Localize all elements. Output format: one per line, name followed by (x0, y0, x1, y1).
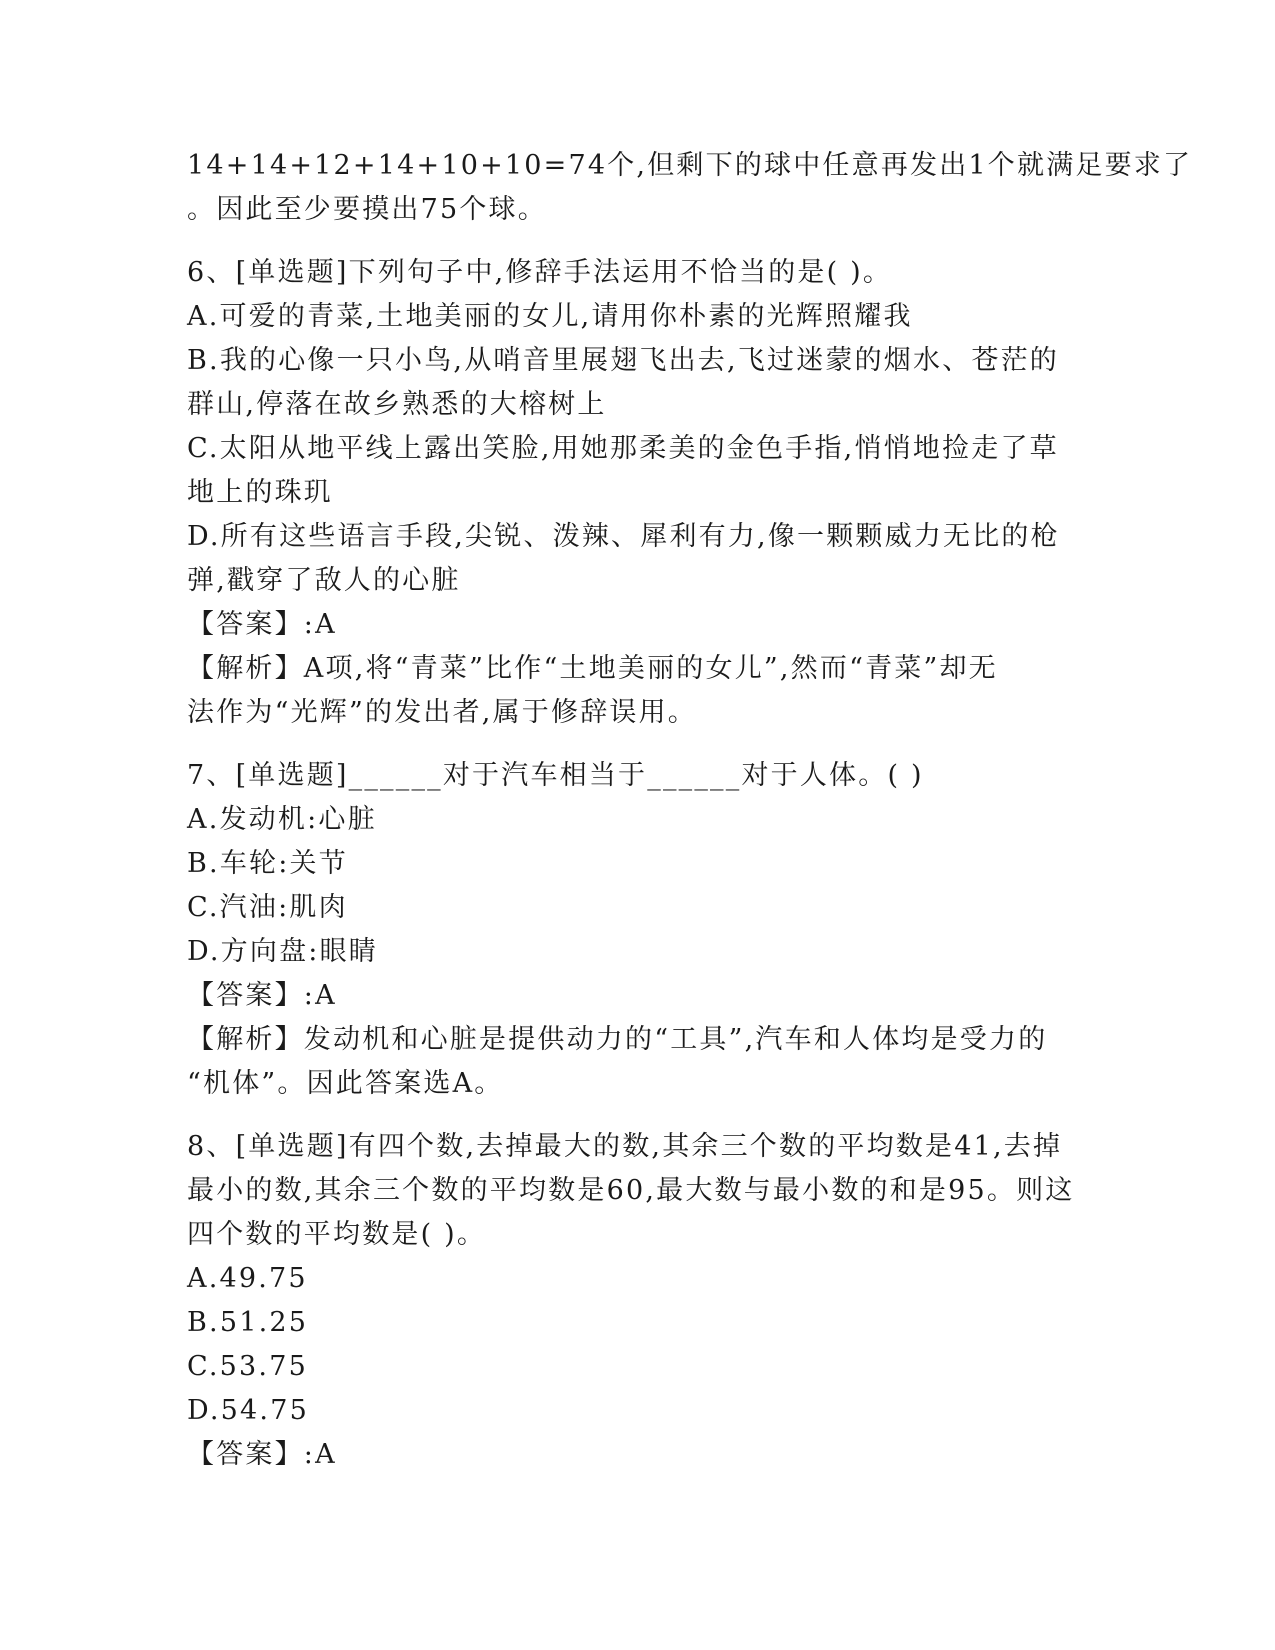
option-line: 群山,停落在故乡熟悉的大榕树上 (187, 389, 607, 420)
option-line: A.可爱的青菜,土地美丽的女儿,请用你朴素的光辉照耀我 (187, 301, 913, 332)
question-stem: 最小的数,其余三个数的平均数是60,最大数与最小数的和是95。则这 (187, 1175, 1075, 1206)
answer-line: 【答案】:A (187, 1439, 337, 1470)
analysis-line: 【解析】A项,将“青菜”比作“土地美丽的女儿”,然而“青菜”却无 (187, 653, 998, 684)
option-line: A.49.75 (187, 1263, 308, 1294)
question-8 (187, 1125, 1087, 1477)
analysis-line: 【解析】发动机和心脏是提供动力的“工具”,汽车和人体均是受力的 (187, 1024, 1048, 1055)
option-line: 弹,戳穿了敌人的心脏 (187, 565, 461, 596)
question-stem: 6、[单选题]下列句子中,修辞手法运用不恰当的是( )。 (187, 257, 893, 288)
option-line: D.所有这些语言手段,尖锐、泼辣、犀利有力,像一颗颗威力无比的枪 (187, 521, 1060, 552)
question-6 (187, 251, 1087, 735)
section-gap (187, 735, 1087, 754)
question-stem: 7、[单选题]______对于汽车相当于______对于人体。( ) (187, 760, 924, 791)
intro-paragraph (187, 144, 1193, 232)
option-line: D.54.75 (187, 1395, 309, 1426)
option-line: D.方向盘:眼睛 (187, 936, 378, 967)
option-line: B.车轮:关节 (187, 848, 348, 879)
section-gap (187, 1106, 1087, 1125)
option-line: B.我的心像一只小鸟,从哨音里展翅飞出去,飞过迷蒙的烟水、苍茫的 (187, 345, 1059, 376)
option-line: A.发动机:心脏 (187, 804, 377, 835)
question-stem: 8、[单选题]有四个数,去掉最大的数,其余三个数的平均数是41,去掉 (187, 1131, 1063, 1162)
option-line: C.汽油:肌肉 (187, 892, 348, 923)
intro-line: 14+14+12+14+10+10=74个,但剩下的球中任意再发出1个就满足要求了 (187, 150, 1193, 181)
question-stem: 四个数的平均数是( )。 (187, 1219, 487, 1250)
analysis-line: “机体”。因此答案选A。 (187, 1068, 504, 1099)
option-line: B.51.25 (187, 1307, 309, 1338)
answer-line: 【答案】:A (187, 609, 337, 640)
option-line: C.53.75 (187, 1351, 308, 1382)
question-7 (187, 754, 1087, 1106)
answer-line: 【答案】:A (187, 980, 337, 1011)
analysis-line: 法作为“光辉”的发出者,属于修辞误用。 (187, 697, 697, 728)
intro-line: 。因此至少要摸出75个球。 (187, 194, 547, 225)
section-gap (187, 232, 1087, 251)
option-line: 地上的珠玑 (187, 477, 333, 508)
document-page (187, 144, 1193, 1477)
option-line: C.太阳从地平线上露出笑脸,用她那柔美的金色手指,悄悄地捡走了草 (187, 433, 1059, 464)
